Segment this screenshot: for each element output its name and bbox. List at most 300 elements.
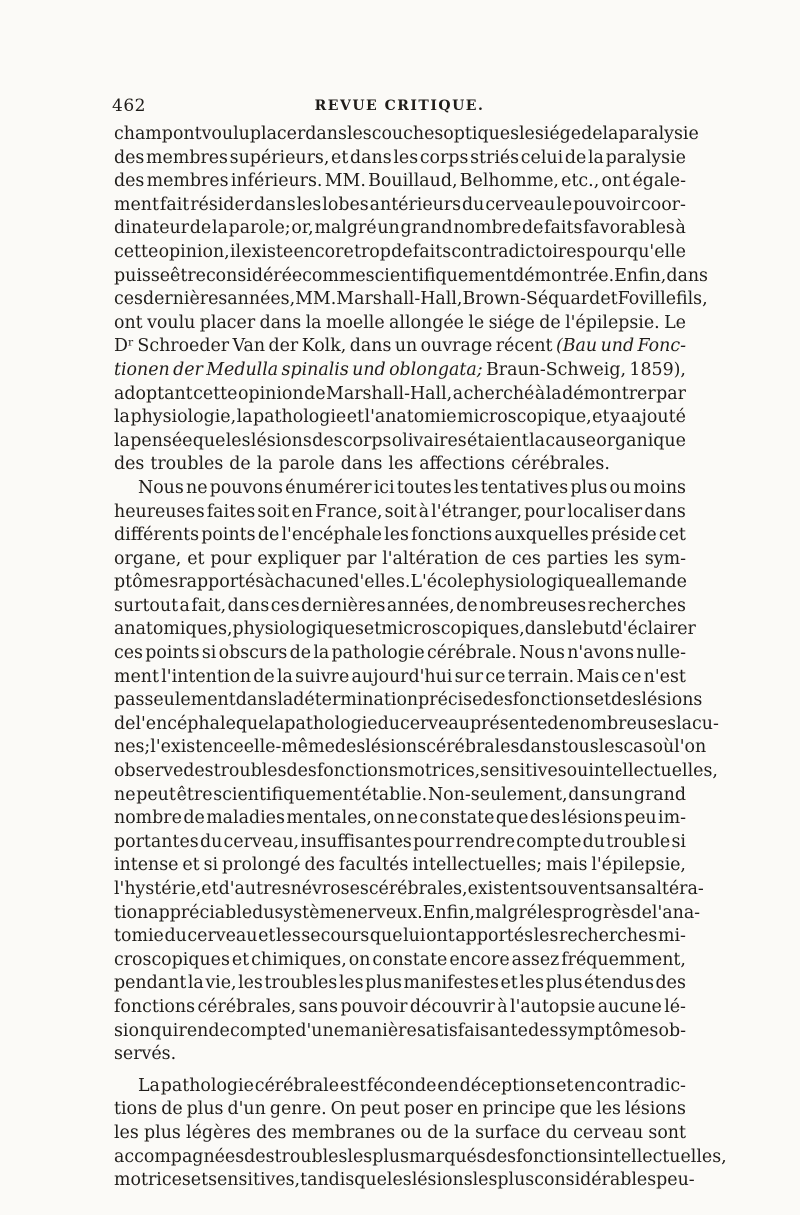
word: cas	[623, 737, 653, 758]
word: und	[352, 359, 386, 380]
word: satisfaisante	[416, 1020, 528, 1041]
word: nulle-	[636, 643, 686, 664]
word: troubles	[264, 973, 338, 994]
word: de	[456, 595, 478, 616]
text-line	[114, 855, 686, 879]
word: ces	[270, 595, 300, 616]
word: à	[497, 996, 508, 1017]
text-line	[114, 596, 686, 620]
word: membranes	[291, 1122, 396, 1143]
word: existe	[241, 241, 294, 262]
word: ptômes	[114, 572, 179, 593]
word: de	[630, 902, 652, 923]
word: soit	[384, 501, 417, 522]
text-line	[114, 525, 686, 549]
word: Braun-Schweig,	[486, 359, 627, 380]
word: de	[161, 1099, 183, 1120]
word: toutes	[396, 477, 452, 498]
word: ne	[186, 477, 208, 498]
word: les	[338, 973, 364, 994]
word: un	[610, 784, 634, 805]
word: seulement	[144, 690, 236, 711]
word: intellectuelles,	[597, 1146, 727, 1167]
text-line	[114, 832, 686, 856]
word: Marshall-Hall,	[336, 289, 463, 310]
text-line	[114, 384, 686, 408]
word: ici	[373, 477, 395, 498]
word: troubles	[150, 454, 224, 475]
word: la	[236, 407, 253, 428]
word: lésions	[365, 737, 427, 758]
word: surface	[475, 1122, 541, 1143]
word: motrices,	[397, 761, 481, 782]
word: symptômes	[558, 1020, 659, 1041]
word: troubles	[213, 761, 287, 782]
word: opinion	[237, 383, 304, 404]
word: présente	[469, 713, 548, 734]
word: grand	[633, 784, 686, 805]
word: cérébrales,	[368, 879, 468, 899]
word: pendant	[114, 973, 187, 994]
word: être	[170, 265, 206, 286]
text-line	[114, 737, 707, 761]
word: cérébrale	[254, 1075, 340, 1096]
word: sensitives,	[208, 1170, 301, 1191]
word: la	[211, 218, 228, 239]
word: étendus	[583, 973, 655, 994]
word: cerveau	[399, 713, 470, 734]
word: facultés	[338, 855, 409, 876]
text-line	[114, 313, 686, 337]
word: souvent	[537, 879, 607, 899]
word: cérébrales,	[197, 996, 297, 1017]
word: ce	[485, 666, 506, 687]
word: du	[199, 831, 223, 852]
word: Enfin,	[422, 902, 475, 923]
word: tous	[561, 737, 599, 758]
word: les	[393, 147, 419, 168]
word: pathologie	[331, 643, 425, 664]
word: dernières	[301, 595, 386, 616]
word: sont	[648, 1122, 686, 1143]
word: que	[192, 430, 226, 451]
word: mais	[546, 855, 588, 876]
word: l'existence	[150, 737, 244, 758]
word: d'éclairer	[611, 619, 696, 640]
word: et	[187, 548, 205, 569]
word: surtout	[114, 595, 179, 616]
word: aujourd'hui	[351, 666, 453, 687]
word: voulu	[147, 312, 196, 333]
word: névroses	[290, 879, 369, 899]
word: nombre	[453, 218, 522, 239]
word: nerveux.	[346, 902, 423, 923]
word: l'étranger,	[431, 501, 523, 522]
word: ces	[114, 289, 143, 310]
word: fonctions	[516, 1146, 598, 1167]
body-text	[114, 124, 727, 1194]
text-line	[114, 902, 701, 927]
text-line	[114, 360, 686, 384]
word: années,	[227, 289, 296, 310]
word: Brown-Séquard	[462, 289, 601, 310]
word: si	[201, 643, 217, 664]
word: des	[312, 430, 343, 451]
word: pathologie	[253, 407, 347, 428]
word: der	[173, 359, 203, 380]
word: cérébrale.	[427, 643, 517, 664]
word: lésions	[411, 1170, 473, 1191]
word: pouvons	[209, 477, 283, 498]
word: corps	[419, 147, 469, 168]
word: ce	[621, 666, 642, 687]
word: en	[457, 1099, 479, 1120]
word: membres	[146, 171, 229, 192]
word: dernières	[142, 289, 228, 310]
text-line	[114, 454, 686, 478]
word: placer	[199, 312, 256, 333]
word: faites	[206, 501, 256, 522]
word: de	[564, 147, 587, 168]
word: cet	[658, 525, 686, 546]
word: à	[264, 572, 275, 593]
word: allongée	[389, 312, 464, 333]
word: appréciable	[148, 902, 253, 923]
word: Enfin,	[614, 265, 667, 286]
word: ne	[114, 784, 136, 805]
word: siége	[488, 312, 535, 333]
word: organe,	[114, 548, 182, 569]
word: l'autopsie	[510, 996, 596, 1017]
word: l'épilepsie,	[591, 855, 686, 876]
word: elle-même	[243, 737, 335, 758]
word: de	[229, 454, 251, 475]
word: de	[183, 808, 205, 829]
word: la	[305, 312, 322, 333]
word: a	[452, 383, 464, 404]
word: pour	[524, 501, 566, 522]
word: moelle	[325, 312, 385, 333]
word: apportés	[455, 926, 533, 947]
word: cette	[193, 383, 238, 404]
word: de	[189, 218, 212, 239]
word: les	[225, 430, 251, 451]
word: plus	[372, 1146, 410, 1167]
word: pathologie	[160, 1075, 254, 1096]
word: peu	[624, 808, 657, 829]
word: intellectuelles;	[412, 855, 543, 876]
word: les	[533, 926, 559, 947]
word: cette	[114, 241, 159, 262]
word: portantes	[114, 831, 199, 852]
word: prolongé	[222, 855, 301, 876]
word: recherches	[587, 595, 686, 616]
word: des	[114, 454, 145, 475]
word: chacune	[274, 572, 349, 593]
word: encore	[293, 241, 354, 262]
word: plus	[497, 1170, 535, 1191]
word: que	[495, 808, 529, 829]
word: marqués	[409, 1146, 486, 1167]
word: tomie	[114, 926, 164, 947]
word: nes;	[114, 737, 151, 758]
text-line	[114, 1021, 686, 1045]
word: microscopique,	[457, 407, 592, 428]
word: en	[437, 1075, 459, 1096]
text-line	[114, 242, 686, 266]
word: parole	[278, 454, 335, 475]
word: l'encéphale	[135, 713, 236, 734]
word: de	[521, 218, 544, 239]
word: scientifiquement	[365, 265, 514, 286]
word: Bouillaud,	[368, 171, 458, 192]
word: a	[179, 595, 190, 616]
text-line	[114, 431, 686, 455]
word: affections	[419, 454, 506, 475]
word: Nous	[138, 477, 184, 498]
word: de	[391, 241, 413, 262]
word: des	[286, 761, 317, 782]
word: à	[534, 383, 546, 404]
word: du	[164, 926, 187, 947]
word: peut	[360, 1099, 400, 1120]
word: localiser	[567, 501, 643, 522]
word: légères	[186, 1122, 251, 1143]
text-line	[114, 336, 686, 360]
word: constate	[372, 949, 448, 970]
word: supérieurs,	[229, 147, 330, 168]
word: champ	[114, 124, 173, 144]
text-line	[114, 690, 703, 714]
word: on	[373, 808, 396, 829]
word: ou	[566, 761, 589, 782]
word: placer	[249, 124, 306, 144]
word: les	[614, 548, 639, 569]
word: ment	[114, 666, 159, 687]
word: fonctions	[411, 525, 493, 546]
word: la	[114, 407, 130, 428]
word: si	[671, 831, 686, 852]
text-line	[114, 478, 686, 502]
word: sur	[454, 666, 484, 687]
word: manière	[344, 1020, 417, 1041]
word: physiologie,	[130, 407, 237, 428]
word: fonctions	[114, 996, 195, 1017]
word: spinalis	[281, 359, 349, 380]
word: cerveau	[187, 926, 258, 947]
word: pathologie	[284, 713, 378, 734]
text-line	[114, 619, 696, 643]
word: le	[519, 124, 535, 144]
word: tandis	[300, 1170, 355, 1191]
word: encore	[449, 949, 510, 970]
word: il	[229, 241, 242, 262]
word: anatomiques,	[114, 619, 233, 640]
text-line	[114, 195, 686, 219]
word: MM.	[324, 171, 366, 192]
word: les	[453, 477, 479, 498]
word: considérables	[534, 1170, 657, 1191]
word: détermination	[293, 690, 419, 711]
word: contradic-	[596, 1075, 686, 1096]
text-line	[114, 1076, 686, 1100]
word: Nous	[519, 643, 565, 664]
word: la	[602, 124, 619, 144]
word: des	[529, 808, 561, 829]
word: et	[593, 690, 612, 711]
word: d'une	[295, 1020, 344, 1041]
word: intense	[114, 855, 179, 876]
word: des	[304, 855, 335, 876]
word: voulu	[201, 124, 250, 144]
word: lésions	[641, 690, 703, 711]
word: nombreuses	[568, 713, 677, 734]
word: la	[313, 643, 330, 664]
word: dans	[350, 147, 392, 168]
word: genre.	[269, 1099, 327, 1120]
word: de	[581, 124, 603, 144]
word: parole;	[228, 218, 291, 239]
word: découvrir	[409, 996, 495, 1017]
text-line	[114, 1123, 686, 1147]
word: servés.	[114, 1044, 177, 1065]
word: malgré	[314, 218, 377, 239]
word: où	[652, 737, 675, 758]
word: la	[187, 973, 204, 994]
word: à	[675, 218, 686, 239]
word: altéra-	[645, 879, 704, 899]
word: pour	[210, 548, 252, 569]
word: constate	[419, 808, 495, 829]
word: lésions	[561, 808, 623, 829]
word: du	[545, 1122, 568, 1143]
word: l'altération	[382, 548, 479, 569]
word: par	[656, 383, 686, 404]
word: malgré	[474, 902, 538, 923]
word: dans	[340, 454, 383, 475]
word: couches	[371, 124, 444, 144]
word: auxquelles	[494, 525, 589, 546]
word: 1859),	[629, 359, 686, 380]
word: le	[468, 312, 485, 333]
word: suivre	[295, 666, 350, 687]
word: l'intention	[161, 666, 252, 687]
word: und	[600, 336, 635, 357]
word: la	[114, 430, 130, 451]
word: Marshall-Hall,	[326, 383, 453, 404]
text-line	[114, 950, 686, 974]
word: en	[291, 501, 313, 522]
word: peu-	[656, 1170, 695, 1191]
word: membres	[146, 147, 228, 168]
text-line	[114, 171, 686, 195]
word: et	[258, 926, 276, 947]
text-line	[114, 1099, 686, 1123]
word: On	[330, 1099, 357, 1120]
word: déceptions	[459, 1075, 556, 1096]
word: récent	[495, 336, 553, 357]
word: obscurs	[218, 643, 288, 664]
word: les	[275, 926, 301, 947]
word: La	[138, 1075, 160, 1096]
word: du	[462, 194, 485, 215]
word: y	[609, 407, 620, 428]
word: ont	[601, 171, 631, 192]
text-line	[114, 218, 686, 242]
word: les	[596, 1099, 621, 1120]
word: différents	[114, 525, 200, 546]
word: la	[453, 1122, 470, 1143]
word: inférieurs.	[230, 171, 323, 192]
word: un	[394, 336, 418, 357]
word: la	[268, 713, 285, 734]
word: celui	[520, 147, 564, 168]
word: que	[354, 1170, 387, 1191]
word: paralysie	[605, 147, 686, 168]
word: le	[556, 194, 573, 215]
word: dans	[349, 336, 392, 357]
word: les	[238, 973, 263, 994]
word: lésions	[624, 1099, 686, 1120]
word: cherché	[463, 383, 535, 404]
word: assez	[511, 949, 560, 970]
word: qui	[150, 1020, 179, 1041]
word: nombre	[114, 808, 182, 829]
word: des	[183, 761, 214, 782]
word: ont	[172, 124, 202, 144]
word: que	[235, 713, 269, 734]
word: troubles	[274, 1146, 348, 1167]
word: adoptant	[114, 383, 193, 404]
word: sans	[606, 879, 646, 899]
word: trop	[354, 241, 391, 262]
word: puisse	[114, 265, 171, 286]
word: observe	[114, 761, 184, 782]
word: de	[253, 666, 275, 687]
word: de	[484, 548, 506, 569]
word: fait,	[191, 595, 227, 616]
word: recherches	[559, 926, 658, 947]
word: points	[145, 643, 200, 664]
word: compte	[516, 831, 582, 852]
word: égale-	[632, 171, 686, 192]
text-line	[114, 289, 708, 313]
word: cérébrales	[426, 737, 520, 758]
word: fait	[159, 194, 190, 215]
word: de	[257, 525, 280, 546]
word: opinion,	[158, 241, 230, 262]
word: les	[386, 1170, 412, 1191]
word: pour	[585, 241, 627, 262]
word: terrain.	[507, 666, 575, 687]
word: striés	[470, 147, 520, 168]
word: dans	[568, 784, 610, 805]
word: et	[346, 407, 365, 428]
word: les	[296, 194, 322, 215]
word: peut	[136, 784, 176, 805]
word: etc.,	[561, 171, 600, 192]
word: rapportés	[178, 572, 265, 593]
word: lé-	[664, 996, 686, 1017]
word: de	[289, 643, 312, 664]
word: de	[427, 1122, 449, 1143]
word: lacu-	[676, 713, 719, 734]
word: ob-	[658, 1020, 686, 1041]
text-line	[114, 572, 686, 596]
word: la	[529, 430, 545, 451]
word: moins	[633, 477, 686, 498]
word: résider	[190, 194, 254, 215]
